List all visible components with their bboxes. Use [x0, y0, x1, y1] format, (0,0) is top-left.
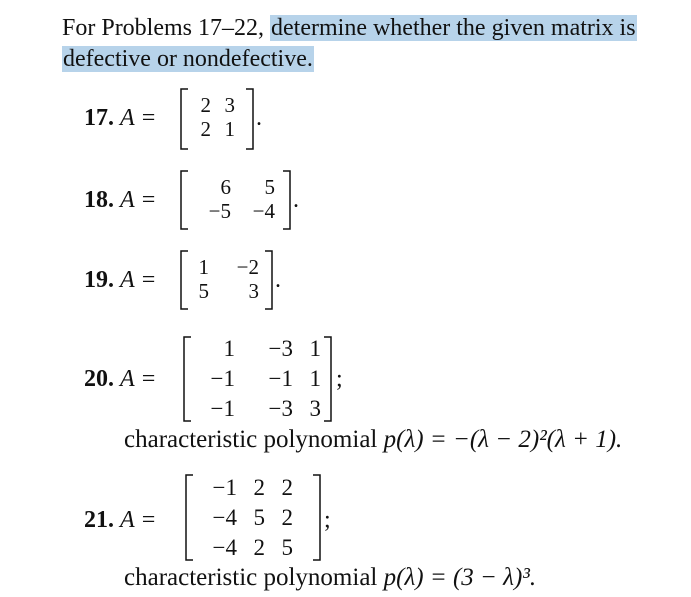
- matrix-cell: 2: [253, 535, 265, 560]
- problem-19: [84, 266, 156, 294]
- matrix-cell: −3: [268, 336, 293, 361]
- char-expression: p(λ) = −(λ − 2)²(λ + 1).: [383, 426, 623, 453]
- matrix-suffix: .: [256, 105, 262, 131]
- matrix-suffix: .: [275, 267, 281, 293]
- highlighted-text-1[interactable]: determine whether the given matrix is: [271, 15, 636, 41]
- matrix-17: [190, 93, 238, 141]
- matrix-19: [190, 255, 262, 303]
- matrix-suffix: ;: [336, 366, 343, 392]
- matrix-cell: 5: [253, 505, 265, 530]
- matrix-cell: −5: [208, 199, 231, 223]
- matrix-lhs: A =: [120, 366, 157, 392]
- matrix-cell: 5: [264, 175, 275, 199]
- problem-21: [84, 506, 156, 534]
- matrix-cell: 2: [200, 93, 211, 117]
- highlighted-text-2[interactable]: defective or nondefective.: [63, 46, 313, 72]
- matrix-18: [190, 175, 278, 223]
- problem-number: 21.: [84, 507, 114, 533]
- instructions-prefix: For Problems 17–22,: [62, 15, 271, 41]
- matrix-cell: −4: [252, 199, 275, 223]
- char-expression: p(λ) = (3 − λ)³.: [383, 564, 537, 591]
- problem-number: 20.: [84, 366, 114, 392]
- characteristic-polynomial-20: [124, 425, 622, 455]
- matrix-suffix: .: [293, 187, 299, 213]
- matrix-cell: 3: [224, 93, 235, 117]
- matrix-cell: 2: [200, 117, 211, 141]
- matrix-cell: 6: [220, 175, 231, 199]
- matrix-cell: 3: [309, 396, 321, 421]
- matrix-20: [194, 334, 324, 424]
- problem-number: 17.: [84, 105, 114, 131]
- matrix-cell: −1: [210, 366, 235, 391]
- problem-number: 19.: [84, 267, 114, 293]
- matrix-cell: 1: [309, 366, 321, 391]
- matrix-cell: −1: [210, 396, 235, 421]
- matrix-cell: −1: [268, 366, 293, 391]
- matrix-cell: −1: [212, 475, 237, 500]
- matrix-cell: −3: [268, 396, 293, 421]
- matrix-cell: 3: [248, 279, 259, 303]
- matrix-lhs: A =: [120, 105, 157, 131]
- matrix-cell: 1: [198, 255, 209, 279]
- char-label: characteristic polynomial: [124, 564, 378, 591]
- matrix-21: [196, 473, 296, 563]
- matrix-cell: 1: [309, 336, 321, 361]
- matrix-cell: 1: [223, 336, 235, 361]
- problem-20: [84, 365, 156, 393]
- matrix-cell: −4: [212, 505, 237, 530]
- problem-18: [84, 186, 156, 214]
- matrix-suffix: ;: [324, 507, 331, 533]
- matrix-cell: 2: [281, 505, 293, 530]
- matrix-lhs: A =: [120, 507, 157, 533]
- problem-number: 18.: [84, 187, 114, 213]
- matrix-cell: 5: [198, 279, 209, 303]
- matrix-cell: 5: [281, 535, 293, 560]
- matrix-cell: −4: [212, 535, 237, 560]
- matrix-cell: 2: [281, 475, 293, 500]
- char-label: characteristic polynomial: [124, 426, 378, 453]
- matrix-lhs: A =: [120, 187, 157, 213]
- matrix-cell: 2: [253, 475, 265, 500]
- characteristic-polynomial-21: [124, 563, 536, 593]
- matrix-cell: 1: [224, 117, 235, 141]
- matrix-cell: −2: [236, 255, 259, 279]
- matrix-lhs: A =: [120, 267, 157, 293]
